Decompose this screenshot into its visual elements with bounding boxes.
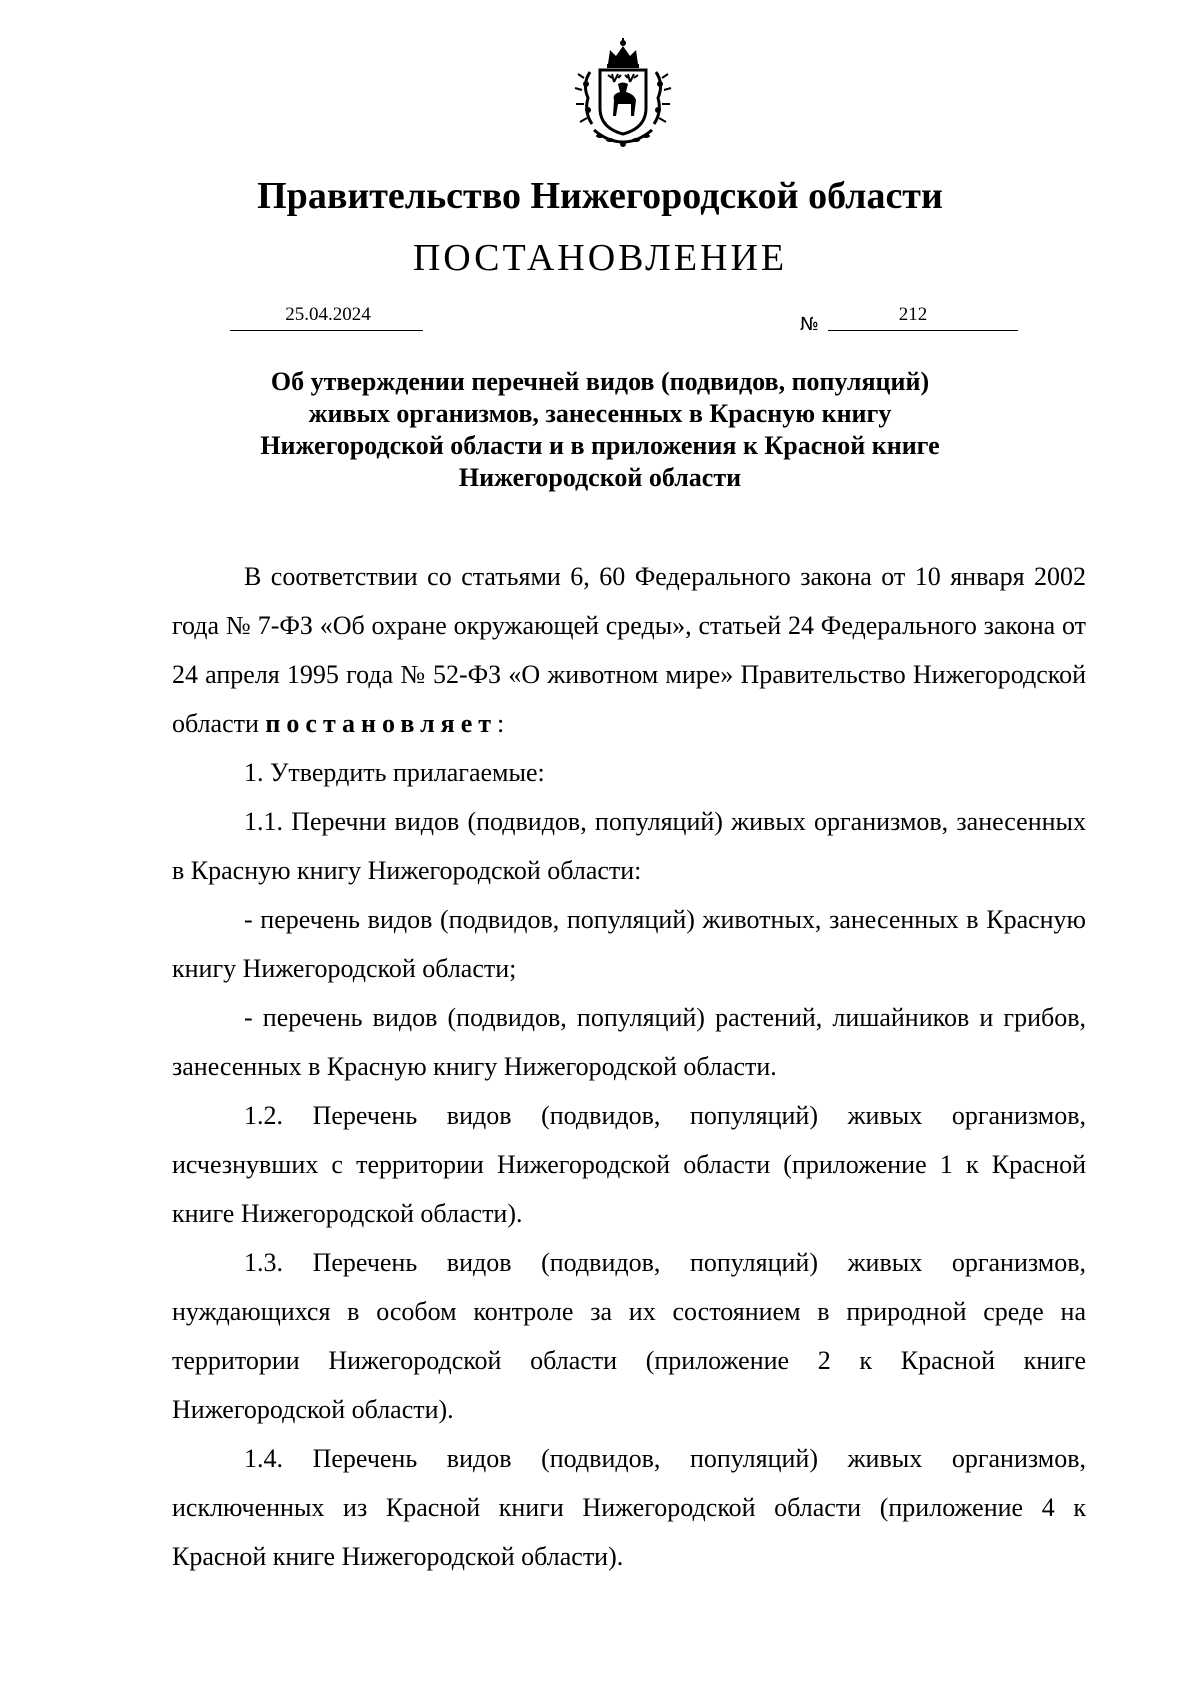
item-paragraph: 1. Утвердить прилагаемые: (244, 758, 545, 787)
preamble-text: В соответствии со статьями 6, 60 Федерального закона от 10 января 2002 года № 7-ФЗ «Об охране окружающей среды», статьей 24 Федерального закона от 24 апреля 1995 года № 52-ФЗ «О животном мире» Правительство Нижегородской области (172, 562, 1086, 738)
subject-line: живых организмов, занесенных в Красную книгу (308, 399, 892, 428)
document-subject (230, 366, 970, 494)
subject-line: Нижегородской области (458, 463, 742, 492)
resolution-keyword: постановляет (265, 709, 498, 738)
preamble-colon: : (497, 709, 505, 738)
item-paragraph: - перечень видов (подвидов, популяций) животных, занесенных в Красную книгу Нижегородской области; (172, 905, 1086, 983)
organization-title: Правительство Нижегородской области (257, 175, 943, 217)
nizhny-novgorod-coat-of-arms-icon (568, 38, 678, 150)
preamble-paragraph (172, 552, 1086, 748)
document-type: ПОСТАНОВЛЕНИЕ (412, 237, 788, 279)
item-paragraph: 1.3. Перечень видов (подвидов, популяций) живых организмов, нуждающихся в особом контроле за их состоянием в природной среде на территории Нижегородской области (приложение 2 к Красной книге Нижегородской области). (172, 1248, 1086, 1424)
document-date: 25.04.2024 (285, 304, 371, 325)
number-sign: № (800, 314, 819, 335)
date-underline (230, 330, 423, 331)
item-paragraph: 1.1. Перечни видов (подвидов, популяций) живых организмов, занесенных в Красную книгу Нижегородской области: (172, 807, 1086, 885)
document-body (172, 552, 1086, 1581)
subject-line: Нижегородской области и в приложения к Красной книге (260, 431, 940, 460)
subject-line: Об утверждении перечней видов (подвидов, популяций) (270, 367, 930, 396)
item-paragraph: 1.2. Перечень видов (подвидов, популяций) живых организмов, исчезнувших с территории Нижегородской области (приложение 1 к Красной книге Нижегородской области). (172, 1101, 1086, 1228)
number-underline (828, 330, 1018, 331)
item-paragraph: - перечень видов (подвидов, популяций) растений, лишайников и грибов, занесенных в Красную книгу Нижегородской области. (172, 1003, 1086, 1081)
document-number: 212 (898, 304, 928, 325)
item-paragraph: 1.4. Перечень видов (подвидов, популяций) живых организмов, исключенных из Красной книги Нижегородской области (приложение 4 к Красной книге Нижегородской области). (172, 1444, 1086, 1571)
